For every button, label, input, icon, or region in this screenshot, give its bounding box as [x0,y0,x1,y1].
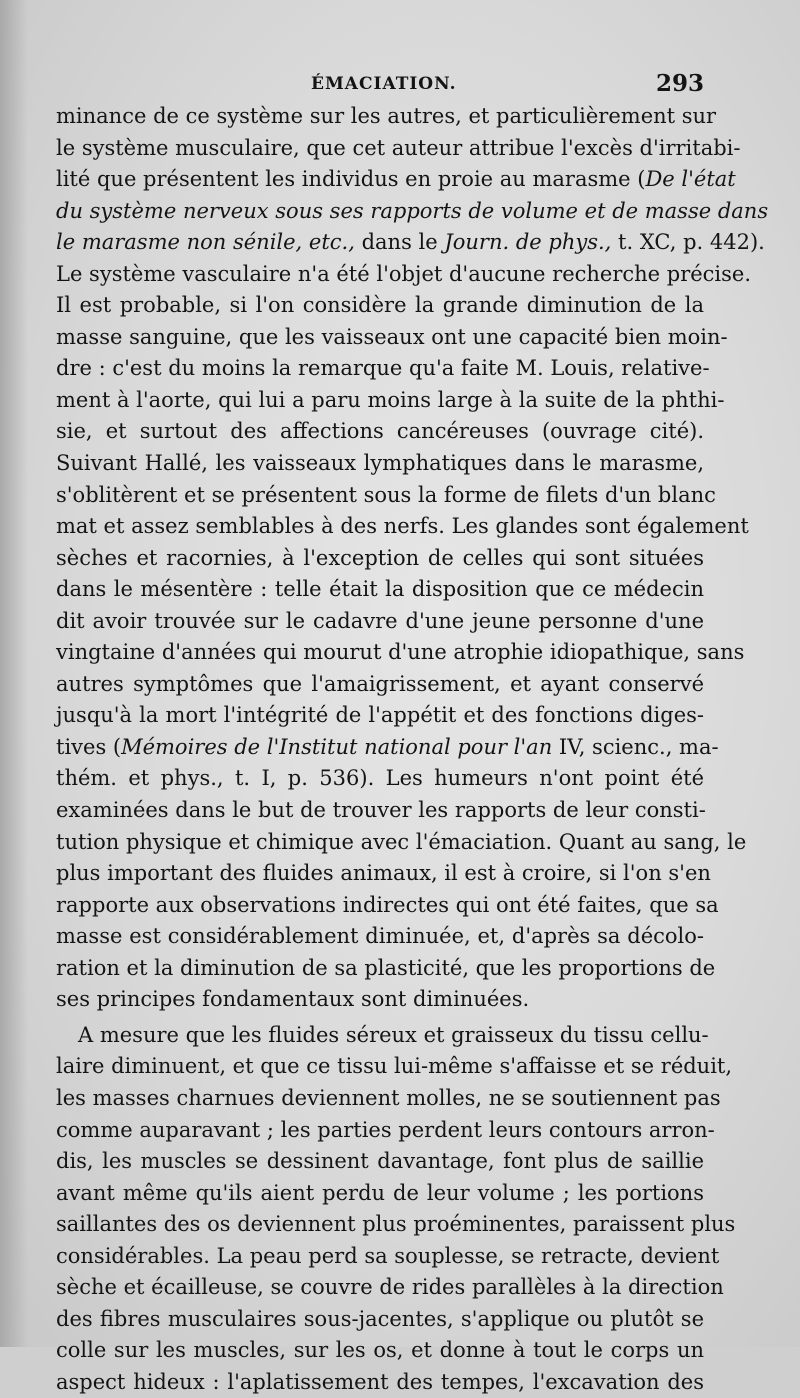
text-segment: t. XC, p. 442). [611,230,765,255]
text-line [56,227,765,259]
text-segment: thém. et phys., t. I, p. 536). Les humeurs n'ont point été [56,766,704,791]
text-line [56,827,747,859]
text-segment: jusqu'à la mort l'intégrité de l'appétit et des fonctions diges- [56,703,704,728]
text-segment: s'oblitèrent et se présentent sous la forme de filets d'un blanc [56,482,716,507]
text-segment: dre : c'est du moins la remarque qu'a faite M. Louis, relative- [56,356,710,381]
text-segment: dis, les muscles se dessinent davantage, font plus de saillie [56,1149,704,1174]
binding-shadow [0,0,28,1347]
italic-segment: Journ. de phys., [444,230,612,255]
text-segment: considérables. La peau perd sa souplesse, se retracte, devient [56,1243,720,1268]
text-segment: le système musculaire, que cet auteur attribue l'excès d'irritabi- [56,135,741,160]
text-segment: ment à l'aorte, qui lui a paru moins large à la suite de la phthi- [56,387,725,412]
text-line [56,511,749,543]
text-line [56,290,704,322]
text-segment: Suivant Hallé, les vaisseaux lymphatiques dans le marasme, [56,451,704,476]
text-segment: colle sur les muscles, sur les os, et donne à tout le corps un [56,1338,704,1363]
body-text [56,101,769,1398]
text-line [56,700,704,732]
text-segment: masse est considérablement diminuée, et, d'après sa décolo- [56,924,704,949]
italic-segment: du système nerveux sous ses rapports de volume et de masse dans [56,198,769,223]
text-segment: masse sanguine, que les vaisseaux ont une capacité bien moin- [56,324,728,349]
text-segment: saillantes des os deviennent plus proéminentes, paraissent plus [56,1212,736,1237]
text-line [56,890,719,922]
text-line [56,1020,709,1052]
text-line [56,385,725,417]
text-line [56,1115,715,1147]
text-segment: A mesure que les fluides séreux et graisseux du tissu cellu- [78,1022,709,1047]
text-line [56,1367,704,1398]
text-line [56,953,716,985]
text-line [56,669,704,701]
text-segment: plus important des fluides animaux, il est à croire, si l'on s'en [56,861,711,886]
text-segment: Il est probable, si l'on considère la grande diminution de la [56,293,704,318]
text-segment: mat et assez semblables à des nerfs. Les glandes sont également [56,514,749,539]
text-segment: tives ( [56,734,122,759]
text-segment: sie, et surtout des affections cancéreuses (ouvrage cité). [56,419,704,444]
text-line [56,1241,720,1273]
text-line [56,1051,733,1083]
text-segment: tution physique et chimique avec l'émaciation. Quant au sang, le [56,829,747,854]
text-line [56,795,704,827]
text-line [56,164,736,196]
text-segment: dans le [354,230,445,255]
text-segment: examinées dans le but de trouver les rapports de leur consti- [56,798,706,823]
text-segment: sèches et racornies, à l'exception de celles qui sont situées [56,545,704,570]
text-line [56,574,704,606]
text-line [56,259,752,291]
text-line [56,984,704,1016]
text-line [56,1146,704,1178]
text-segment: lité que présentent les individus en proie au marasme ( [56,167,646,192]
text-line [56,1083,721,1115]
text-line [56,1335,704,1367]
text-line [56,196,769,228]
text-line [56,732,719,764]
text-segment: sèche et écailleuse, se couvre de rides parallèles à la direction [56,1275,724,1300]
italic-segment: le marasme non sénile, etc., [56,230,355,255]
text-line [56,763,704,795]
text-segment: laire diminuent, et que ce tissu lui-même s'affaisse et se réduit, [56,1054,733,1079]
italic-segment: De l'état [645,167,736,192]
text-line [56,1272,724,1304]
text-segment: comme auparavant ; les parties perdent leurs contours arron- [56,1117,715,1142]
text-line [56,480,716,512]
running-title: ÉMACIATION. [311,74,457,94]
page-header [56,70,704,102]
text-line [56,1209,736,1241]
text-segment: dit avoir trouvée sur le cadavre d'une jeune personne d'une [56,608,704,633]
text-segment: rapporte aux observations indirectes qui ont été faites, que sa [56,892,719,917]
text-segment: Le système vasculaire n'a été l'objet d'aucune recherche précise. [56,261,752,286]
text-line [56,1178,704,1210]
text-segment: des fibres musculaires sous-jacentes, s'applique ou plutôt se [56,1306,704,1331]
italic-segment: Mémoires de l'Institut national pour l'an [121,734,553,759]
text-segment: aspect hideux : l'aplatissement des tempes, l'excavation des [56,1369,704,1394]
text-segment: ration et la diminution de sa plasticité, que les proportions de [56,955,716,980]
text-segment: ses principes fondamentaux sont diminuées. [56,987,530,1012]
text-line [56,637,745,669]
text-line [56,1304,704,1336]
text-line [56,133,741,165]
text-line [56,322,728,354]
text-line [56,416,704,448]
text-segment: vingtaine d'années qui mourut d'une atrophie idiopathique, sans [56,640,745,665]
text-line [56,858,711,890]
text-segment: les masses charnues deviennent molles, ne se soutiennent pas [56,1085,721,1110]
text-segment: minance de ce système sur les autres, et particulièrement sur [56,104,717,128]
text-line [56,606,704,638]
text-segment: dans le mésentère : telle était la disposition que ce médecin [56,577,704,602]
text-line [56,101,717,133]
text-line [56,543,704,575]
text-line [56,921,704,953]
text-line [56,353,710,385]
page-number: 293 [655,70,704,97]
text-segment: IV, scienc., ma- [552,734,719,759]
text-segment: avant même qu'ils aient perdu de leur volume ; les portions [56,1180,704,1205]
text-line [56,448,704,480]
text-segment: autres symptômes que l'amaigrissement, et ayant conservé [56,671,704,696]
